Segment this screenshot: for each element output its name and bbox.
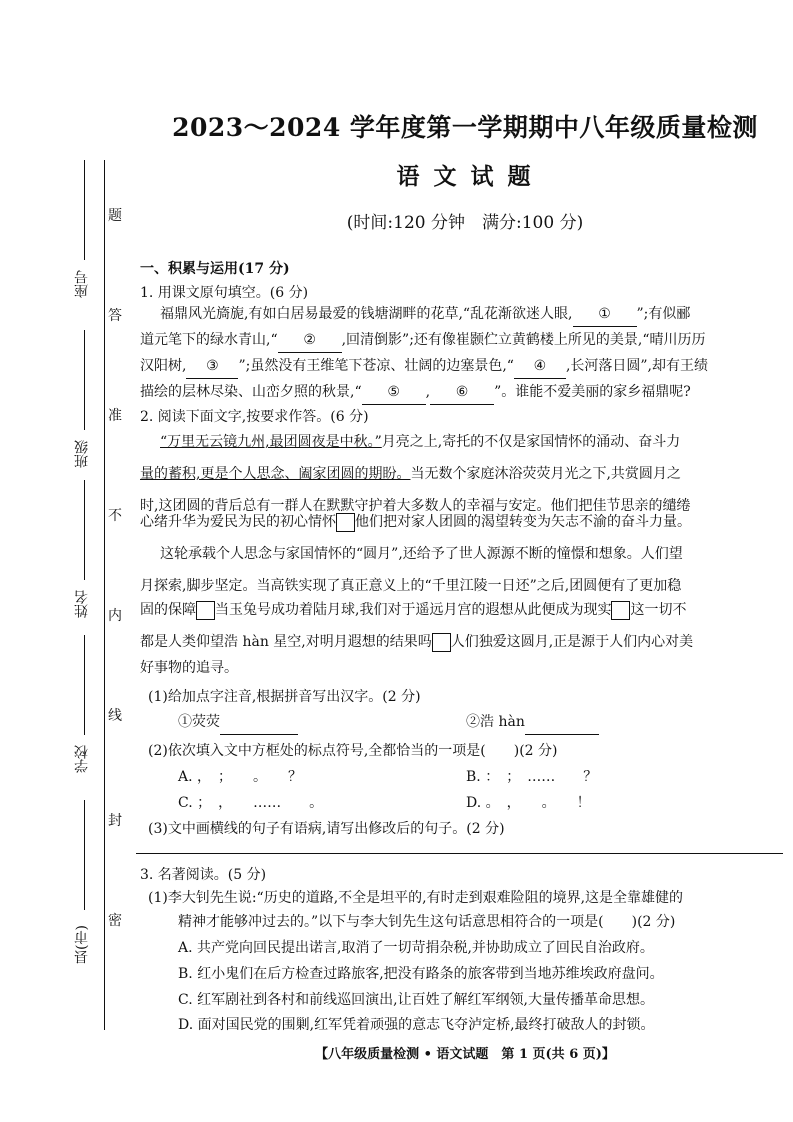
question-3-stem: 3. 名著阅读。(5 分)	[140, 867, 267, 883]
option-d[interactable]: D. 面对国民党的围剿,红军凭着顽强的意志飞夺泸定桥,最终打破敌人的封锁。	[178, 1017, 655, 1033]
question-2-stem: 2. 阅读下面文字,按要求作答。(6 分)	[140, 409, 369, 425]
passage-line: 时,这团圆的背后总有一群人在默默守护着大多数人的幸福与安定。他们把佳节思亲的缱绻	[140, 498, 691, 514]
time-info: (时间:120 分钟 满分:100 分)	[346, 213, 584, 233]
class-field[interactable]	[84, 330, 85, 430]
county-field[interactable]	[84, 800, 85, 910]
question-3-sub-1: (1)李大钊先生说:“历史的道路,不全是坦平的,有时走到艰难险阻的境界,这是全靠雄健的	[148, 890, 684, 906]
passage-line: 固的保障 当玉兔号成功着陆月球,我们对于遥远月宫的遐想从此便成为现实 这一切不	[140, 602, 687, 618]
seat-field[interactable]	[84, 160, 85, 260]
option-a[interactable]: A. 共产党向回民提出诺言,取消了一切苛捐杂税,并协助成立了回民自治政府。	[178, 940, 654, 956]
binding-label-class: 班级	[74, 440, 90, 468]
binding-label-seat: 座号	[74, 270, 90, 298]
question-1-stem: 1. 用课文原句填空。(6 分)	[140, 285, 309, 301]
option-a[interactable]: A. ， ； 。 ？	[178, 769, 303, 785]
question-1-line-4: 描绘的层林尽染、山峦夕照的秋景,“ ⑤ , ⑥ ”。谁能不爱美丽的家乡福鼎呢?	[140, 380, 691, 405]
binding-label-mi: 密	[108, 913, 122, 929]
binding-label-feng: 封	[108, 813, 122, 829]
blank-3[interactable]: ③	[186, 354, 238, 379]
name-field[interactable]	[84, 480, 85, 580]
blank-1[interactable]: ①	[573, 302, 637, 327]
blank-2[interactable]: ②	[278, 328, 342, 353]
passage-line: 心绪升华为爱民为民的初心情怀 他们把对家人团圆的渴望转变为矢志不渝的奋斗力量。	[140, 514, 691, 530]
binding-label-bu: 不	[108, 508, 122, 524]
passage-line: 这轮承载个人思念与家国情怀的“圆月”,还给予了世人源源不断的憧憬和想象。人们望	[160, 546, 683, 562]
pinyin-item-2: ②浩 hàn	[466, 710, 599, 735]
answer-field[interactable]	[525, 710, 599, 735]
subquestion-1: (1)给加点字注音,根据拼音写出汉字。(2 分)	[148, 689, 421, 705]
exam-title: 2023～2024 学年度第一学期期中八年级质量检测	[172, 113, 758, 142]
binding-label-nei: 内	[108, 608, 122, 624]
binding-label-zhun: 准	[108, 408, 122, 424]
punctuation-box[interactable]	[611, 601, 630, 620]
school-field[interactable]	[84, 635, 85, 735]
option-d[interactable]: D. 。 ， 。 ！	[466, 795, 591, 811]
binding-label-ti: 题	[108, 208, 122, 224]
answer-field[interactable]	[220, 710, 298, 735]
option-b[interactable]: B. 红小鬼们在后方检查过路旅客,把没有路条的旅客带到当地苏维埃政府盘问。	[178, 966, 664, 982]
option-c[interactable]: C. 红军剧社到各村和前线巡回演出,让百姓了解红军纲领,大量传播革命思想。	[178, 992, 655, 1008]
question-3-sub-1-cont: 精神才能够冲过去的。”以下与李大钊先生这句话意思相符合的一项是( )(2 分)	[178, 914, 676, 930]
binding-label-name: 姓名	[74, 590, 90, 618]
answer-line[interactable]	[136, 853, 783, 854]
question-1-line-2: 道元笔下的绿水青山,“ ② ,回清倒影”;还有像崔颢伫立黄鹤楼上所见的美景,“晴川历历	[140, 328, 706, 353]
subject-title: 语 文 试 题	[396, 163, 534, 190]
subquestion-2: (2)依次填入文中方框处的标点符号,全都恰当的一项是( )(2 分)	[148, 743, 558, 759]
passage-line: 好事物的追寻。	[140, 660, 238, 676]
question-1-line-3: 汉阳树, ③ ”;虽然没有王维笔下苍凉、壮阔的边塞景色,“ ④ ,长河落日圆”,却有王绩	[140, 354, 708, 379]
section-heading: 一、积累与运用(17 分)	[140, 261, 290, 277]
page-footer: 【八年级质量检测 • 语文试题 第 1 页(共 6 页)】	[315, 1047, 615, 1062]
option-c[interactable]: C. ； ， …… 。	[178, 795, 324, 811]
option-b[interactable]: B. ： ； …… ？	[466, 769, 598, 785]
punctuation-box[interactable]	[196, 601, 215, 620]
blank-6[interactable]: ⑥	[430, 380, 494, 405]
punctuation-box[interactable]	[336, 513, 355, 532]
subquestion-3: (3)文中画横线的句子有语病,请写出修改后的句子。(2 分)	[148, 821, 505, 837]
blank-4[interactable]: ④	[514, 354, 566, 379]
binding-label-school: 学校	[74, 745, 90, 773]
question-1-line-1: 福鼎风光旖旎,有如白居易最爱的钱塘湖畔的花草,“乱花渐欲迷人眼, ① ”;有似郦	[160, 302, 690, 327]
passage-line: 都是人类仰望浩 hàn 星空,对明月遐想的结果吗 人们独爱这圆月,正是源于人们内心对美	[140, 634, 694, 650]
binding-label-xian: 线	[108, 708, 122, 724]
passage-line: “万里无云镜九州,最团圆夜是中秋。”月亮之上,寄托的不仅是家国情怀的涌动、奋斗力	[160, 434, 681, 450]
binding-label-county: 县(市)	[74, 925, 90, 964]
passage-line: 量的蓄积,更是个人思念、阖家团圆的期盼。当无数个家庭沐浴荧荧月光之下,共赏圆月之	[140, 466, 681, 482]
passage-line: 月探索,脚步坚定。当高铁实现了真正意义上的“千里江陵一日还”之后,团圆便有了更加稳	[140, 578, 682, 594]
binding-label-da: 答	[108, 308, 122, 324]
blank-5[interactable]: ⑤	[362, 380, 426, 405]
punctuation-box[interactable]	[432, 633, 451, 652]
binding-line	[104, 160, 105, 1030]
pinyin-item-1: ①荧荧	[178, 710, 298, 735]
